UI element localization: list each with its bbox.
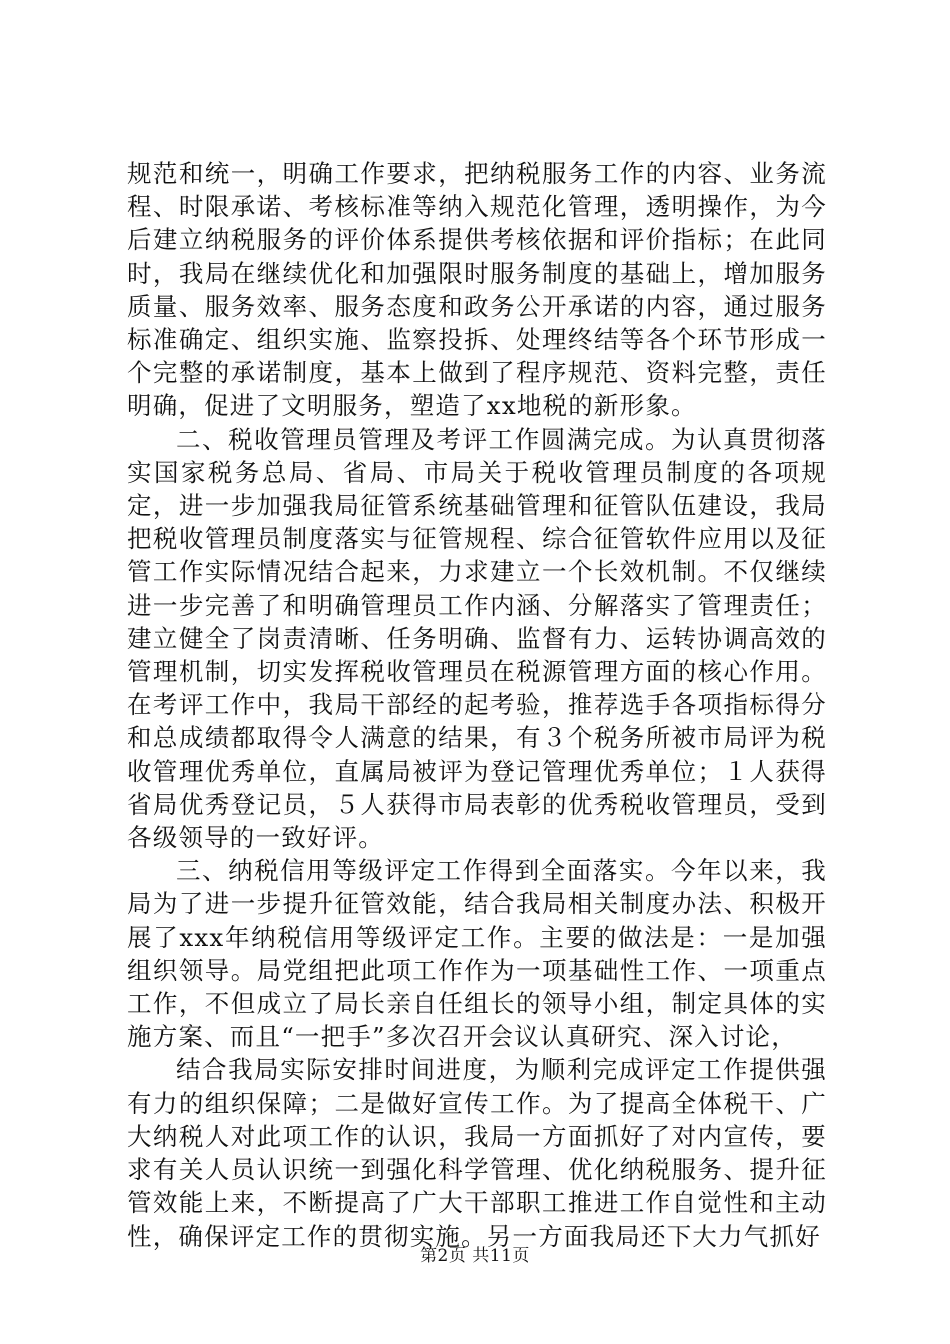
paragraph-4: 结合我局实际安排时间进度，为顺利完成评定工作提供强有力的组织保障；二是做好宣传工作。为了提高全体税干、广大纳税人对此项工作的认识，我局一方面抓好了对内宣传，要求有关人员认识统一到强化科学管理、优化纳税服务、提升征管效能上来，不断提高了广大干部职工推进工作自觉性和主动性，确保评定工作的贯彻实施。另一方面我局还下大力气抓好	[127, 1055, 827, 1251]
page-number-footer: 第2页 共11页	[420, 1246, 530, 1266]
paragraph-1: 规范和统一，明确工作要求，把纳税服务工作的内容、业务流程、时限承诺、考核标准等纳入规范化管理，透明操作，为今后建立纳税服务的评价体系提供考核依据和评价指标；在此同时，我局在继续优化和加强限时服务制度的基础上，增加服务质量、服务效率、服务态度和政务公开承诺的内容，通过服务标准确定、组织实施、监察投拆、处理终结等各个环节形成一个完整的承诺制度，基本上做到了程序规范、资料完整，责任明确，促进了文明服务，塑造了xx地税的新形象。	[127, 159, 827, 421]
document-body	[127, 157, 827, 1253]
paragraph-2: 二、税收管理员管理及考评工作圆满完成。为认真贯彻落实国家税务总局、省局、市局关于税收管理员制度的各项规定，进一步加强我局征管系统基础管理和征管队伍建设，我局把税收管理员制度落实与征管规程、综合征管软件应用以及征管工作实际情况结合起来，力求建立一个长效机制。不仅继续进一步完善了和明确管理员工作内涵、分解落实了管理责任；建立健全了岗责清晰、任务明确、监督有力、运转协调高效的管理机制，切实发挥税收管理员在税源管理方面的核心作用。在考评工作中，我局干部经的起考验，推荐选手各项指标得分和总成绩都取得令人满意的结果，有３个税务所被市局评为税收管理优秀单位，直属局被评为登记管理优秀单位；１人获得省局优秀登记员，５人获得市局表彰的优秀税收管理员，受到各级领导的一致好评。	[127, 424, 827, 853]
paragraph-3: 三、纳税信用等级评定工作得到全面落实。今年以来，我局为了进一步提升征管效能，结合我局相关制度办法、积极开展了xxx年纳税信用等级评定工作。主要的做法是：一是加强组织领导。局党组把此项工作作为一项基础性工作、一项重点工作，不但成立了局长亲自任组长的领导小组，制定具体的实施方案、而且“一把手”多次召开会议认真研究、深入讨论，	[127, 856, 827, 1052]
